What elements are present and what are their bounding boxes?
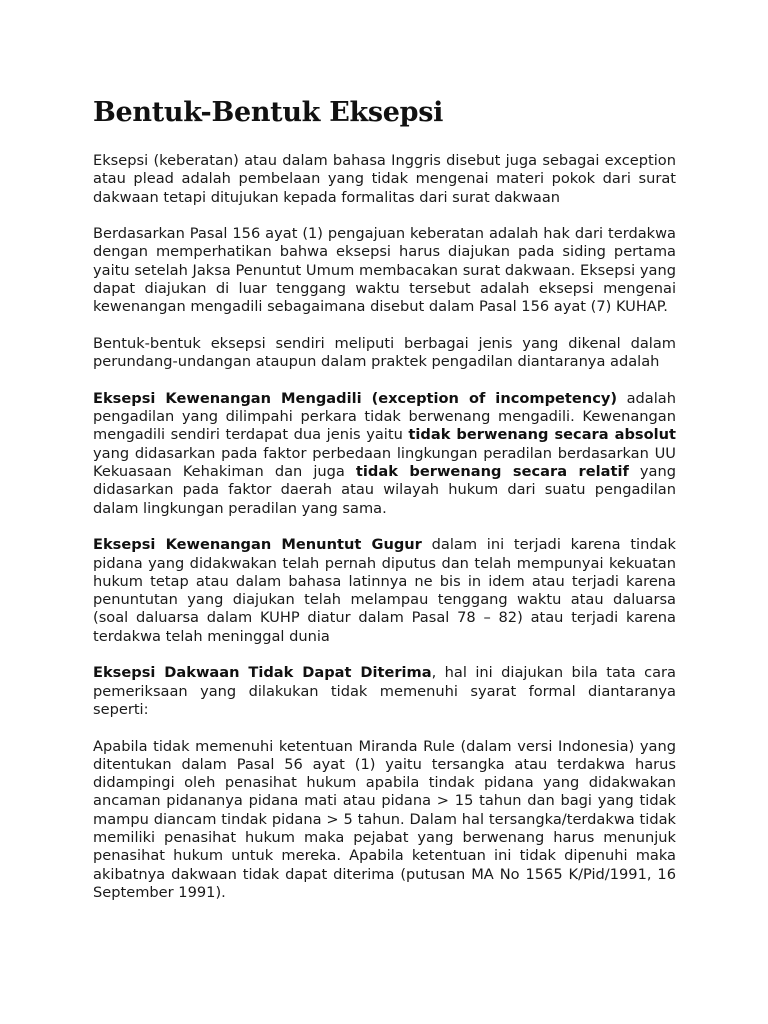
document-title: Bentuk-Bentuk Eksepsi — [93, 97, 444, 128]
paragraph-text: , hal ini diajukan bila tata cara pemeriksaan yang dilakukan tidak memenuhi syarat formal diantaranya seperti: — [93, 664, 676, 718]
paragraph-prosecution-lapsed — [93, 536, 676, 646]
heading-prosecution-lapsed: Eksepsi Kewenangan Menuntut Gugur — [93, 536, 422, 554]
heading-indictment-inadmissible: Eksepsi Dakwaan Tidak Dapat Diterima — [93, 664, 432, 682]
paragraph-text: yang didasarkan pada faktor perbedaan lingkungan peradilan berdasarkan UU Kekuasaan Kehakiman dan juga — [93, 444, 676, 481]
paragraph-indictment-inadmissible — [93, 664, 676, 719]
paragraph-text: dalam ini terjadi karena tindak pidana yang didakwakan telah pernah diputus dan telah mempunyai kekuatan hukum tetap atau dalam bahasa latinnya ne bis in idem atau terjadi karena penuntutan yang diajukan telah melampau tenggang waktu atau daluarsa (soal daluarsa dalam KUHP diatur dalam Pasal 78 – 82) atau terjadi karena terdakwa telah meninggal dunia — [93, 536, 677, 645]
paragraph-text: adalah pengadilan yang dilimpahi perkara tidak berwenang mengadili. Kewenangan mengadili sendiri terdapat dua jenis yaitu — [93, 389, 676, 444]
paragraph-forms-intro: Bentuk-bentuk eksepsi sendiri meliputi berbagai jenis yang dikenal dalam perundang-undangan ataupun dalam praktek pengadilan diantaranya adalah — [93, 334, 676, 371]
paragraph-miranda-rule: Apabila tidak memenuhi ketentuan Miranda Rule (dalam versi Indonesia) yang ditentukan dalam Pasal 56 ayat (1) yaitu tersangka atau terdakwa harus didampingi oleh penasihat hukum apabila tindak pidana yang didakwakan ancaman pidananya pidana mati atau pidana > 15 tahun dan bagi yang tidak mampu diancam tindak pidana > 5 tahun. Dalam hal tersangka/terdakwa tidak memiliki penasihat hukum maka pejabat yang berwenang harus menunjuk penasihat hukum untuk mereka. Apabila ketentuan ini tidak dipenuhi maka akibatnya dakwaan tidak dapat diterima (putusan MA No 1565 K/Pid/1991, 16 September 1991). — [93, 737, 676, 901]
term-absolute-incompetence: tidak berwenang secara absolut — [408, 426, 676, 444]
heading-competence-exception: Eksepsi Kewenangan Mengadili (exception of incompetency) — [93, 389, 618, 407]
paragraph-competence-exception — [93, 390, 676, 518]
paragraph-text: yang didasarkan pada faktor daerah atau wilayah hukum dari suatu pengadilan dalam lingkungan peradilan yang sama. — [93, 463, 676, 517]
paragraph-legal-basis: Berdasarkan Pasal 156 ayat (1) pengajuan keberatan adalah hak dari terdakwa dengan memperhatikan bahwa eksepsi harus diajukan pada siding pertama yaitu setelah Jaksa Penuntut Umum membacakan surat dakwaan. Eksepsi yang dapat diajukan di luar tenggang waktu tersebut adalah eksepsi mengenai kewenangan mengadili sebagaimana disebut dalam Pasal 156 ayat (7) KUHAP. — [93, 225, 676, 316]
paragraph-definition: Eksepsi (keberatan) atau dalam bahasa Inggris disebut juga sebagai exception atau plead adalah pembelaan yang tidak mengenai materi pokok dari surat dakwaan tetapi ditujukan kepada formalitas dari surat dakwaan — [93, 152, 676, 206]
document-page — [93, 96, 676, 920]
term-relative-incompetence: tidak berwenang secara relatif — [355, 463, 629, 481]
